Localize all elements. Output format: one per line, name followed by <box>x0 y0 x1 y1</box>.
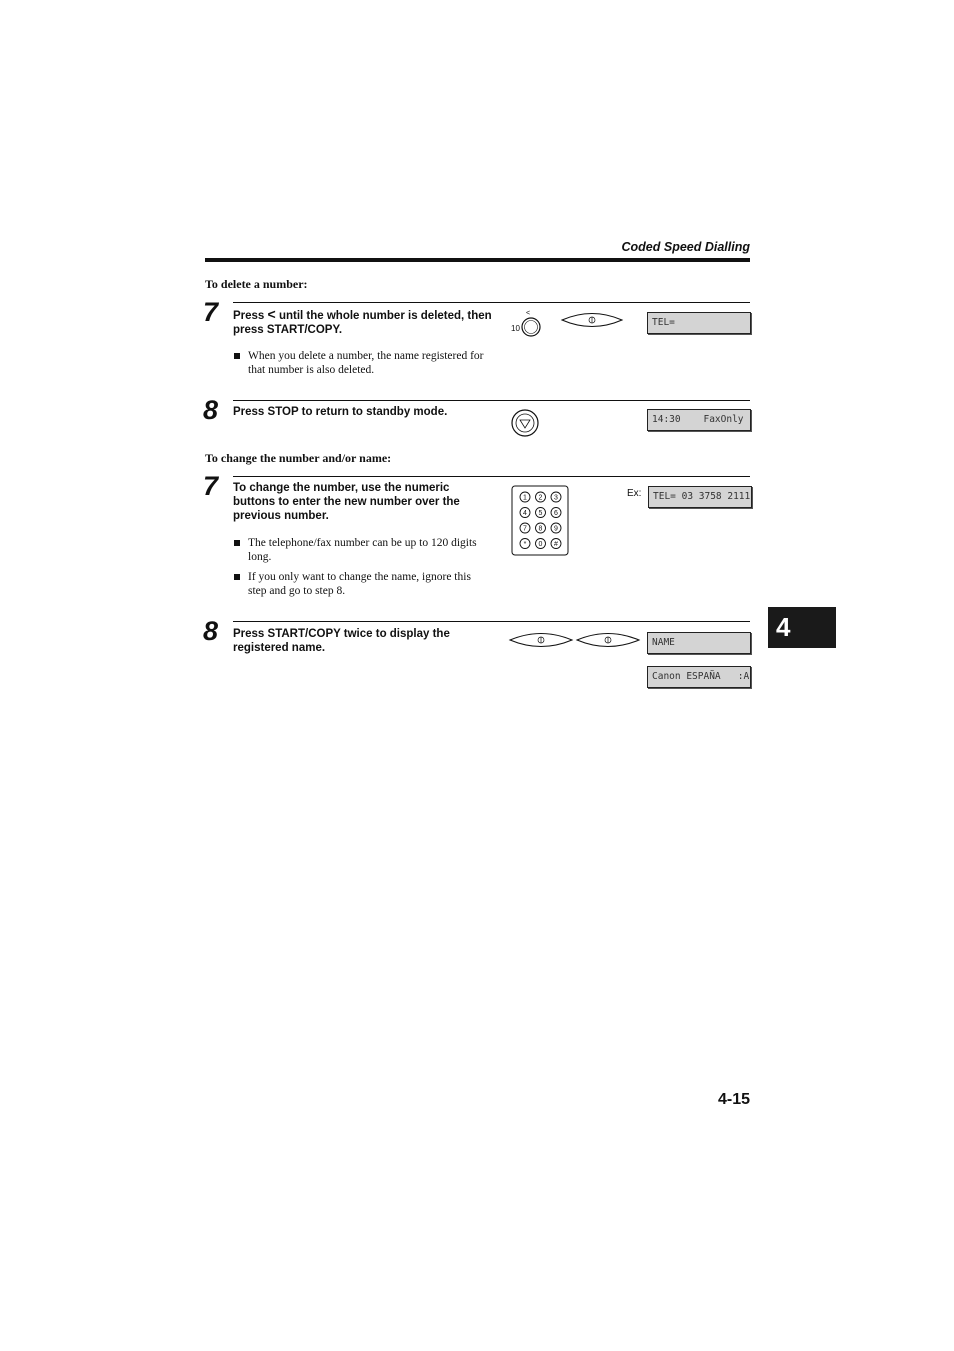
keypad-key-label: 3 <box>554 494 558 502</box>
keypad-key-label: # <box>554 541 558 548</box>
section-title-delete: To delete a number: <box>205 277 308 291</box>
instruction-text-pre: Press <box>233 310 265 322</box>
keypad-key <box>520 508 530 518</box>
note-item <box>233 536 488 564</box>
lcd-display: TEL= <box>647 312 751 334</box>
start-copy-button-icon <box>560 310 624 330</box>
step-number: 8 <box>203 616 219 646</box>
lcd-display: TEL= 03 3758 2111 <box>648 486 752 508</box>
keypad-key-label: 9 <box>554 525 558 533</box>
step-number: 8 <box>203 395 219 425</box>
note-text: When you delete a number, the name registered for that number is also deleted. <box>248 350 484 376</box>
keypad-key <box>520 523 530 533</box>
keypad-key <box>551 523 561 533</box>
keypad-key <box>536 523 546 533</box>
note-text: The telephone/fax number can be up to 120 digits long. <box>248 537 477 563</box>
numeric-keypad-icon <box>511 485 571 557</box>
display-example-prefix: Ex: <box>627 488 642 499</box>
clear-button-icon <box>510 306 544 340</box>
keypad-key <box>536 492 546 502</box>
header-rule <box>205 258 750 262</box>
bullet-icon <box>234 353 240 359</box>
note-item <box>233 349 501 377</box>
keypad-key <box>536 539 546 549</box>
lcd-display: 14:30 FaxOnly <box>647 409 751 431</box>
keypad-key-label: 1 <box>523 494 527 502</box>
keypad-key <box>520 539 530 549</box>
start-copy-button-icon <box>575 630 641 650</box>
step-instruction: Press STOP to return to standby mode. <box>233 406 448 418</box>
page-number: 4-15 <box>717 1091 750 1108</box>
step-rule <box>233 400 750 401</box>
note-text: If you only want to change the name, ignore this step and go to step 8. <box>248 571 471 597</box>
running-head: Coded Speed Dialling <box>621 240 750 254</box>
bullet-icon <box>234 540 240 546</box>
step-number: 7 <box>203 297 219 327</box>
bullet-icon <box>234 574 240 580</box>
step-instruction: Press START/COPY twice to display the registered name. <box>233 628 450 654</box>
keypad-key-label: 2 <box>538 494 543 502</box>
step-rule <box>233 621 750 622</box>
keypad-key <box>536 508 546 518</box>
keypad-key <box>551 508 561 518</box>
chapter-tab: 4 <box>768 607 836 648</box>
keypad-key <box>520 492 530 502</box>
clear-button-symbol: < <box>526 310 531 317</box>
step-number: 7 <box>203 471 219 501</box>
start-copy-button-icon <box>508 630 574 650</box>
keypad-key-label: 0 <box>538 541 543 548</box>
note-item <box>233 570 488 598</box>
keypad-key-label: 6 <box>554 510 558 517</box>
step-instruction: To change the number, use the numeric buttons to enter the new number over the previous number. <box>233 482 460 522</box>
keypad-key-label: 8 <box>538 525 543 533</box>
less-than-symbol: < <box>267 306 276 322</box>
keypad-key-label: 7 <box>523 525 527 533</box>
lcd-display: NAME <box>647 632 751 654</box>
section-title-change: To change the number and/or name: <box>205 451 392 465</box>
stop-button-icon <box>510 408 542 438</box>
instruction-text-post: until the whole number is deleted, then press START/COPY. <box>233 310 492 336</box>
keypad-key <box>551 539 561 549</box>
keypad-key-label: * <box>523 541 527 548</box>
step-rule <box>233 476 750 477</box>
step-instruction <box>233 307 493 337</box>
keypad-key-label: 5 <box>538 510 543 517</box>
step-rule <box>233 302 750 303</box>
lcd-display: Canon ESPAÑA :A <box>647 666 751 688</box>
clear-button-label: 10 <box>511 324 520 333</box>
keypad-key <box>551 492 561 502</box>
keypad-key-label: 4 <box>523 510 527 517</box>
